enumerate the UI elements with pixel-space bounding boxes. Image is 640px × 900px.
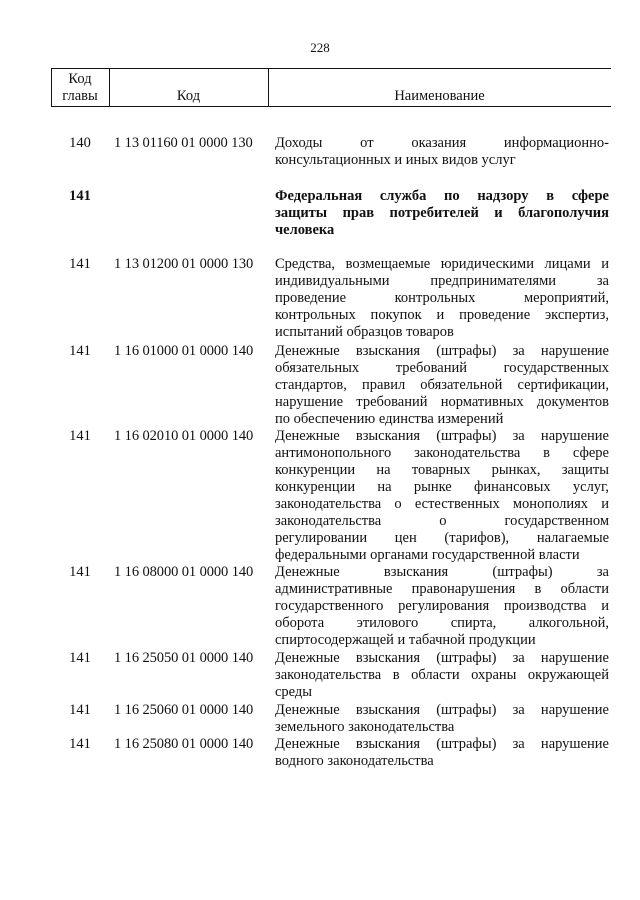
name-line: спиртосодержащей и табачной продукции <box>275 632 536 648</box>
name-line: законодательства о естественных монополиях и <box>275 496 609 512</box>
code-cell: 1 13 01160 01 0000 130 <box>114 135 253 151</box>
name-line: обязательных требований государственных <box>275 360 609 376</box>
name-line: административные правонарушения в области <box>275 581 609 597</box>
name-line: государственного регулирования производства и <box>275 598 609 614</box>
page-number: 228 <box>310 40 330 55</box>
name-line: Денежные взыскания (штрафы) за <box>275 564 609 580</box>
name-line: Денежные взыскания (штрафы) за нарушение <box>275 343 609 359</box>
name-cell <box>275 702 609 736</box>
code-cell: 1 16 08000 01 0000 140 <box>114 564 254 580</box>
code-cell: 1 16 25050 01 0000 140 <box>114 650 254 666</box>
name-line: человека <box>275 222 335 238</box>
code-cell: 1 16 01000 01 0000 140 <box>114 343 254 359</box>
name-cell <box>275 564 609 649</box>
chapter-code-cell: 141 <box>69 702 91 718</box>
name-line: оборота этилового спирта, алкогольной, <box>275 615 609 631</box>
name-line: конкуренции на товарных рынках, защиты <box>275 462 609 478</box>
code-cell: 1 16 25060 01 0000 140 <box>114 702 254 718</box>
chapter-code-cell: 141 <box>69 650 91 666</box>
table-header <box>51 68 611 107</box>
name-cell <box>275 343 609 428</box>
name-line: по обеспечению единства измерений <box>275 411 504 427</box>
name-cell <box>275 256 609 341</box>
chapter-code-cell: 141 <box>69 343 91 359</box>
name-line: проведение контрольных мероприятий, <box>275 290 609 306</box>
name-line: контрольных покупок и проведение экспертиз, <box>275 307 609 323</box>
name-line: земельного законодательства <box>275 719 455 735</box>
name-line: водного законодательства <box>275 753 434 769</box>
name-line: нарушение требований нормативных документов <box>275 394 609 410</box>
header-name: Наименование <box>394 88 485 104</box>
header-code: Код <box>176 88 201 104</box>
header-chapter-code: Код главы <box>62 71 98 104</box>
name-line: Денежные взыскания (штрафы) за нарушение <box>275 428 609 444</box>
chapter-code-cell: 141 <box>69 564 91 580</box>
name-line: Денежные взыскания (штрафы) за нарушение <box>275 736 609 752</box>
name-line: законодательства в области охраны окружающей <box>275 667 609 683</box>
name-cell <box>275 736 609 770</box>
code-cell: 1 16 02010 01 0000 140 <box>114 428 254 444</box>
name-cell <box>275 650 609 701</box>
name-line: регулировании цен (тарифов), налагаемые <box>275 530 609 546</box>
name-line: индивидуальными предпринимателями за <box>275 273 609 289</box>
chapter-code-cell: 141 <box>69 256 91 272</box>
name-line: Доходы от оказания информационно- <box>275 135 609 151</box>
name-line: антимонопольного законодательства в сфере <box>275 445 609 461</box>
name-cell <box>275 188 609 239</box>
name-line: Федеральная служба по надзору в сфере <box>275 188 609 204</box>
name-line: защиты прав потребителей и благополучия <box>275 205 609 221</box>
name-line: стандартов, правил обязательной сертификации, <box>275 377 609 393</box>
name-line: законодательства о государственном <box>275 513 609 529</box>
chapter-code-cell: 141 <box>69 428 91 444</box>
code-cell: 1 13 01200 01 0000 130 <box>114 256 254 272</box>
name-line: Денежные взыскания (штрафы) за нарушение <box>275 702 609 718</box>
name-line: консультационных и иных видов услуг <box>275 152 516 168</box>
chapter-code-cell: 141 <box>69 188 91 204</box>
name-line: конкуренции на рынке финансовых услуг, <box>275 479 609 495</box>
name-line: федеральными органами государственной власти <box>275 547 580 563</box>
name-line: среды <box>275 684 313 700</box>
chapter-code-cell: 141 <box>69 736 91 752</box>
name-cell <box>275 135 609 169</box>
code-cell: 1 16 25080 01 0000 140 <box>114 736 254 752</box>
chapter-code-cell: 140 <box>69 135 91 151</box>
name-line: Средства, возмещаемые юридическими лицами и <box>275 256 609 272</box>
name-line: испытаний образцов товаров <box>275 324 454 340</box>
name-line: Денежные взыскания (штрафы) за нарушение <box>275 650 609 666</box>
name-cell <box>275 428 609 564</box>
